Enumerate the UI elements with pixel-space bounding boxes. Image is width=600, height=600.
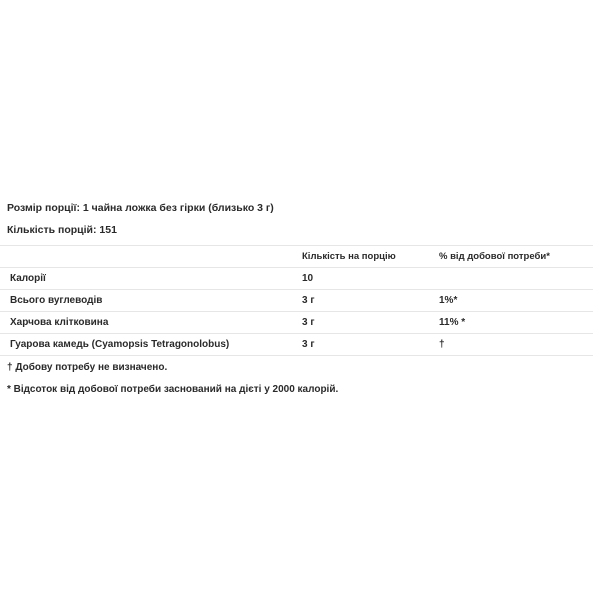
serving-size: Розмір порції: 1 чайна ложка без гірки (близько 3 г) [7,202,274,214]
footnote-daily-value-not-established: † Добову потребу не визначено. [7,362,168,373]
table-row [0,290,593,312]
row-amount: 3 г [302,339,315,350]
table-row [0,312,593,334]
table-header-row [0,246,593,268]
table-row [0,268,593,290]
row-daily-value: † [439,339,445,350]
servings-per-container: Кількість порцій: 151 [7,224,117,236]
row-name: Гуарова камедь (Cyamopsis Tetragonolobus) [10,339,230,350]
table-row [0,334,593,356]
row-amount: 10 [302,273,314,284]
row-daily-value: 1%* [439,295,458,306]
row-name: Калорії [10,273,46,284]
row-amount: 3 г [302,317,315,328]
row-name: Харчова клітковина [10,317,109,328]
footnote-percent-daily-value: * Відсоток від добової потреби заснований на дієті у 2000 калорій. [7,384,339,395]
row-amount: 3 г [302,295,315,306]
row-name: Всього вуглеводів [10,295,103,306]
row-daily-value: 11% * [439,317,466,328]
header-daily-value: % від добової потреби* [439,251,550,262]
nutrition-table [0,245,593,356]
header-amount: Кількість на порцію [302,251,396,262]
